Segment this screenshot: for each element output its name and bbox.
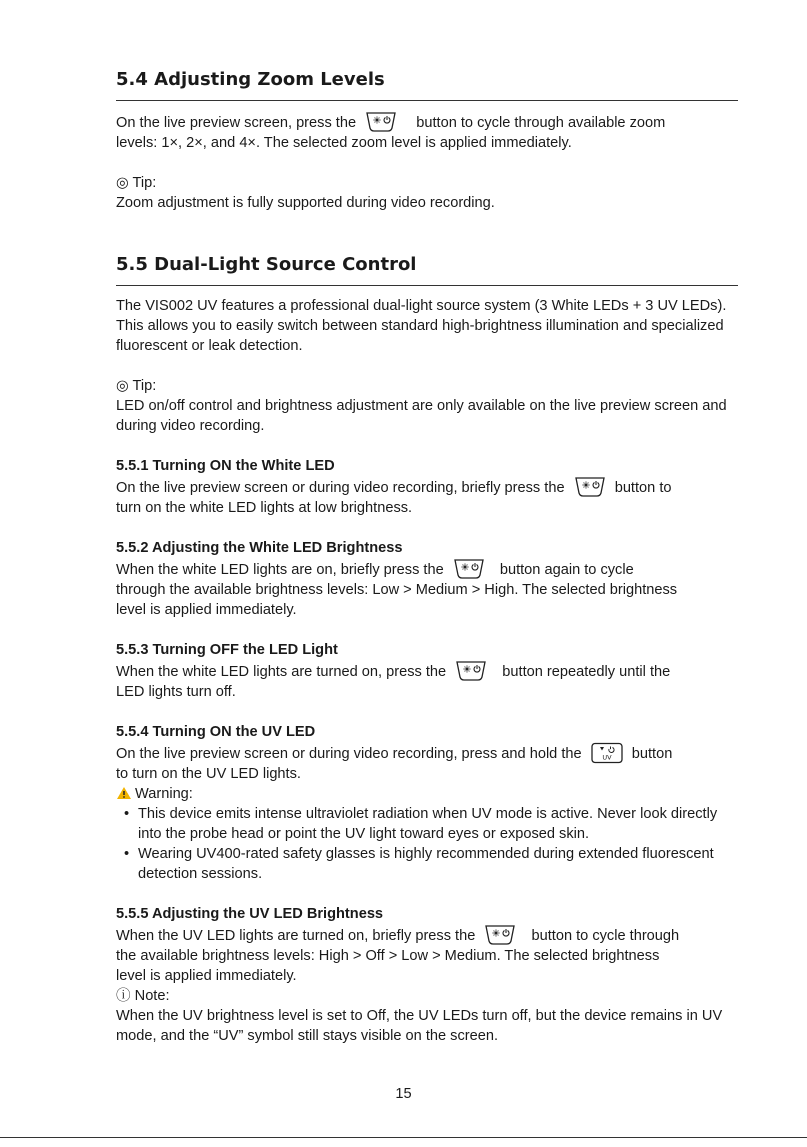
subsection-5-5-3-title: 5.5.3 Turning OFF the LED Light — [116, 642, 338, 658]
warning-triangle-icon — [116, 786, 132, 800]
page-content — [116, 68, 738, 1046]
tip-label: ◎ Tip: — [116, 175, 157, 191]
subsection-5-5-2-title: 5.5.2 Adjusting the White LED Brightness — [116, 540, 403, 556]
page-number: 15 — [395, 1086, 412, 1102]
subsection-5-5-4-text: On the live preview screen or during video recording, press and hold the UV button to turn on the UV LED lights. — [116, 742, 738, 784]
section-5-5-heading: 5.5 Dual-Light Source Control — [116, 254, 417, 275]
light-power-button-icon — [452, 558, 486, 580]
note-text: When the UV brightness level is set to Off, the UV LEDs turn off, but the device remains in UV mode, and the “UV” symbol still stays visible on the screen. — [116, 1008, 723, 1044]
light-power-button-icon — [483, 924, 517, 946]
warning-label: Warning: — [116, 784, 738, 804]
subsection-5-5-5-title: 5.5.5 Adjusting the UV LED Brightness — [116, 906, 384, 922]
subsection-5-5-5-text: When the UV LED lights are turned on, briefly press the button to cycle through the available brightness levels: High > Off > Low > Medium. The selected brightness level is applied immediately. — [116, 924, 738, 986]
tip-text: Zoom adjustment is fully supported during video recording. — [116, 195, 495, 211]
zoom-paragraph: On the live preview screen, press the button to cycle through available zoom levels: 1×, 2×, and 4×. The selected zoom level is applied immediately. — [116, 111, 738, 153]
list-item: • Wearing UV400-rated safety glasses is highly recommended during extended fluorescent detection sessions. — [116, 844, 738, 884]
subsection-5-5-1-text: On the live preview screen or during video recording, briefly press the button to turn on the white LED lights at low brightness. — [116, 476, 738, 518]
dual-light-intro: The VIS002 UV features a professional dual-light source system (3 White LEDs + 3 UV LEDs). This allows you to easily switch between standard high-brightness illumination and specialized fluorescent or leak detection. — [116, 298, 727, 354]
tip-text: LED on/off control and brightness adjustment are only available on the live preview screen and during video recording. — [116, 398, 727, 434]
subsection-5-5-1-title: 5.5.1 Turning ON the White LED — [116, 458, 335, 474]
subsection-5-5-2-text: When the white LED lights are on, briefly press the button again to cycle through the available brightness levels: Low > Medium > High. The selected brightness level is applied immediately. — [116, 558, 738, 620]
note-label: ⓘ Note: — [116, 988, 170, 1004]
subsection-5-5-3-text: When the white LED lights are turned on, press the button repeatedly until the LED lights turn off. — [116, 660, 738, 702]
tip-label: ◎ Tip: — [116, 378, 157, 394]
list-item: • This device emits intense ultraviolet radiation when UV mode is active. Never look directly into the probe head or point the UV light toward eyes or exposed skin. — [116, 804, 738, 844]
section-5-4-heading: 5.4 Adjusting Zoom Levels — [116, 69, 385, 90]
svg-text:UV: UV — [602, 753, 612, 762]
footer-rule — [0, 1137, 807, 1138]
light-power-button-icon — [364, 111, 398, 133]
light-power-button-icon — [454, 660, 488, 682]
uv-button-icon — [590, 742, 624, 764]
warning-list — [116, 804, 738, 884]
light-power-button-icon — [573, 476, 607, 498]
subsection-5-5-4-title: 5.5.4 Turning ON the UV LED — [116, 724, 316, 740]
